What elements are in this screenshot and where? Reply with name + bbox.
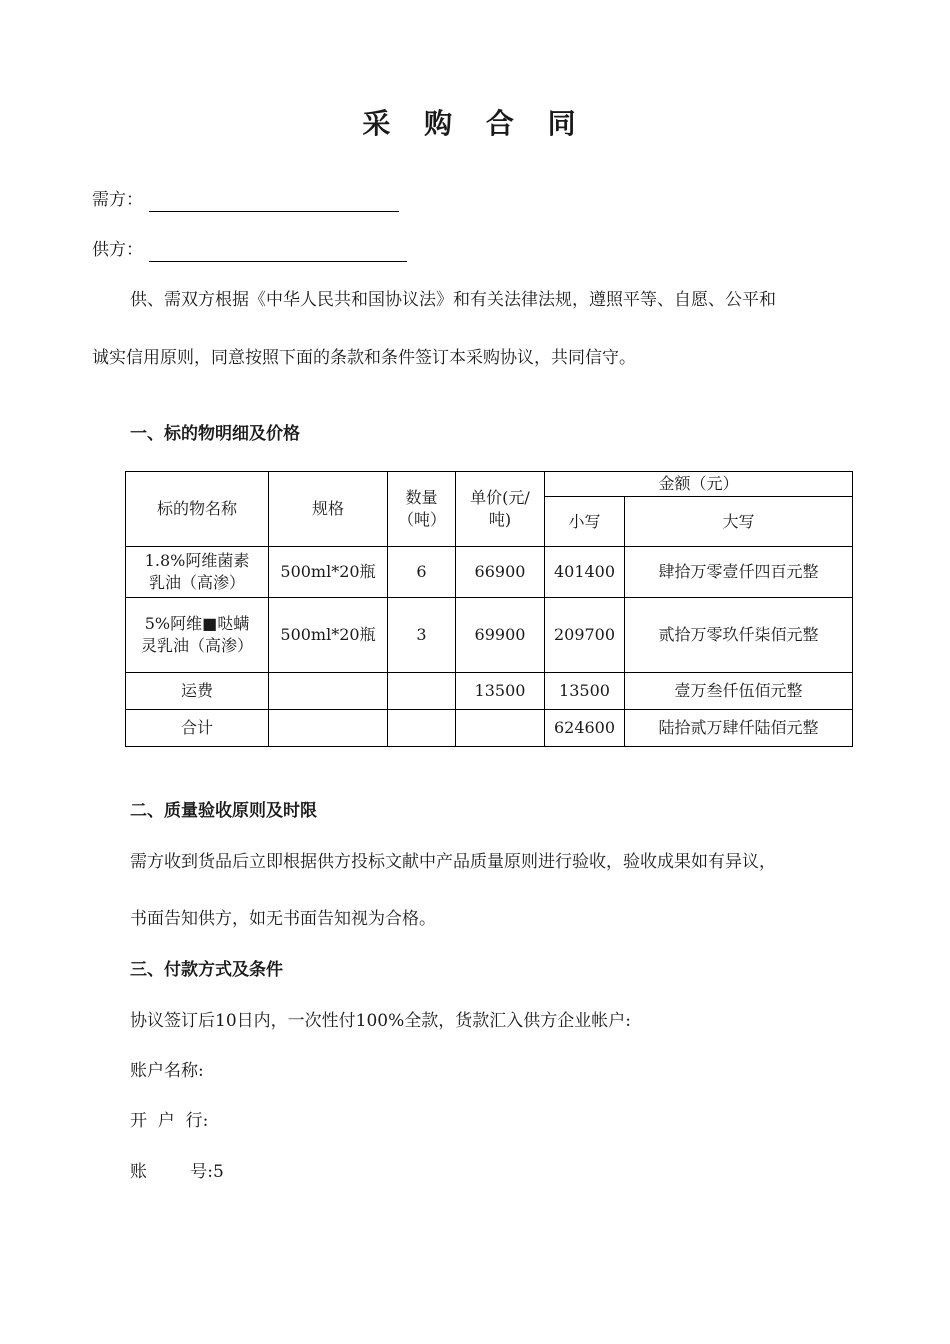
- supply-party-line: [92, 238, 407, 262]
- cell-amount-big: 壹万叁仟伍佰元整: [625, 673, 853, 710]
- cell-name: 合计: [126, 710, 269, 747]
- header-spec: 规格: [269, 472, 388, 547]
- intro-line-2: 诚实信用原则，同意按照下面的条款和条件签订本采购协议，共同信守。: [92, 348, 636, 368]
- header-amount-big: 大写: [625, 497, 853, 547]
- supply-party-label: 供方：: [92, 240, 143, 260]
- cell-name: 5%阿维■哒螨灵乳油（高渗）: [126, 598, 269, 673]
- cell-qty: 3: [388, 598, 456, 673]
- cell-spec: 500ml*20瓶: [269, 547, 388, 598]
- cell-qty: 6: [388, 547, 456, 598]
- goods-table: [125, 471, 853, 747]
- account-number-line: [130, 1160, 224, 1184]
- cell-amount-small: 209700: [545, 598, 625, 673]
- contract-title: 采 购 合 同: [362, 107, 588, 140]
- cell-amount-small: 624600: [545, 710, 625, 747]
- header-amount: 金额（元）: [545, 472, 853, 497]
- section-2-line-1: 需方收到货品后立即根据供方投标文献中产品质量原则进行验收，验收成果如有异议，: [130, 852, 776, 872]
- cell-amount-small: 401400: [545, 547, 625, 598]
- section-3-heading: 三、付款方式及条件: [130, 960, 283, 980]
- cell-qty: [388, 673, 456, 710]
- section-3-line-1: 协议签订后10日内，一次性付100%全款，货款汇入供方企业帐户:: [130, 1011, 631, 1031]
- cell-unit-price: 69900: [456, 598, 545, 673]
- cell-spec: [269, 673, 388, 710]
- demand-party-blank: [149, 193, 399, 212]
- table-row: [126, 673, 853, 710]
- cell-amount-small: 13500: [545, 673, 625, 710]
- table-row: [126, 547, 853, 598]
- cell-qty: [388, 710, 456, 747]
- header-name: 标的物名称: [126, 472, 269, 547]
- demand-party-line: [92, 188, 399, 212]
- header-amount-small: 小写: [545, 497, 625, 547]
- header-unit-price: 单价(元/吨): [456, 472, 545, 547]
- demand-party-label: 需方：: [92, 190, 143, 210]
- cell-unit-price: [456, 710, 545, 747]
- table-row: [126, 710, 853, 747]
- cell-spec: [269, 710, 388, 747]
- intro-line-1: 供、需双方根据《中华人民共和国协议法》和有关法律法规，遵照平等、自愿、公平和: [130, 290, 776, 310]
- table-row: [126, 598, 853, 673]
- header-qty: 数量（吨）: [388, 472, 456, 547]
- cell-unit-price: 13500: [456, 673, 545, 710]
- cell-amount-big: 贰拾万零玖仟柒佰元整: [625, 598, 853, 673]
- table-header-row: [126, 472, 853, 497]
- bank-label: 开 户 行:: [130, 1111, 209, 1131]
- cell-unit-price: 66900: [456, 547, 545, 598]
- cell-name: 1.8%阿维菌素乳油（高渗）: [126, 547, 269, 598]
- cell-amount-big: 陆拾贰万肆仟陆佰元整: [625, 710, 853, 747]
- cell-amount-big: 肆拾万零壹仟四百元整: [625, 547, 853, 598]
- section-2-heading: 二、质量验收原则及时限: [130, 801, 317, 821]
- cell-spec: 500ml*20瓶: [269, 598, 388, 673]
- account-number-label: 账 号:: [130, 1162, 213, 1182]
- supply-party-blank: [149, 243, 407, 262]
- section-2-line-2: 书面告知供方，如无书面告知视为合格。: [130, 909, 436, 929]
- cell-name: 运费: [126, 673, 269, 710]
- account-name-label: 账户名称:: [130, 1061, 204, 1081]
- section-1-heading: 一、标的物明细及价格: [130, 424, 300, 444]
- account-number-value: 5: [212, 1162, 224, 1182]
